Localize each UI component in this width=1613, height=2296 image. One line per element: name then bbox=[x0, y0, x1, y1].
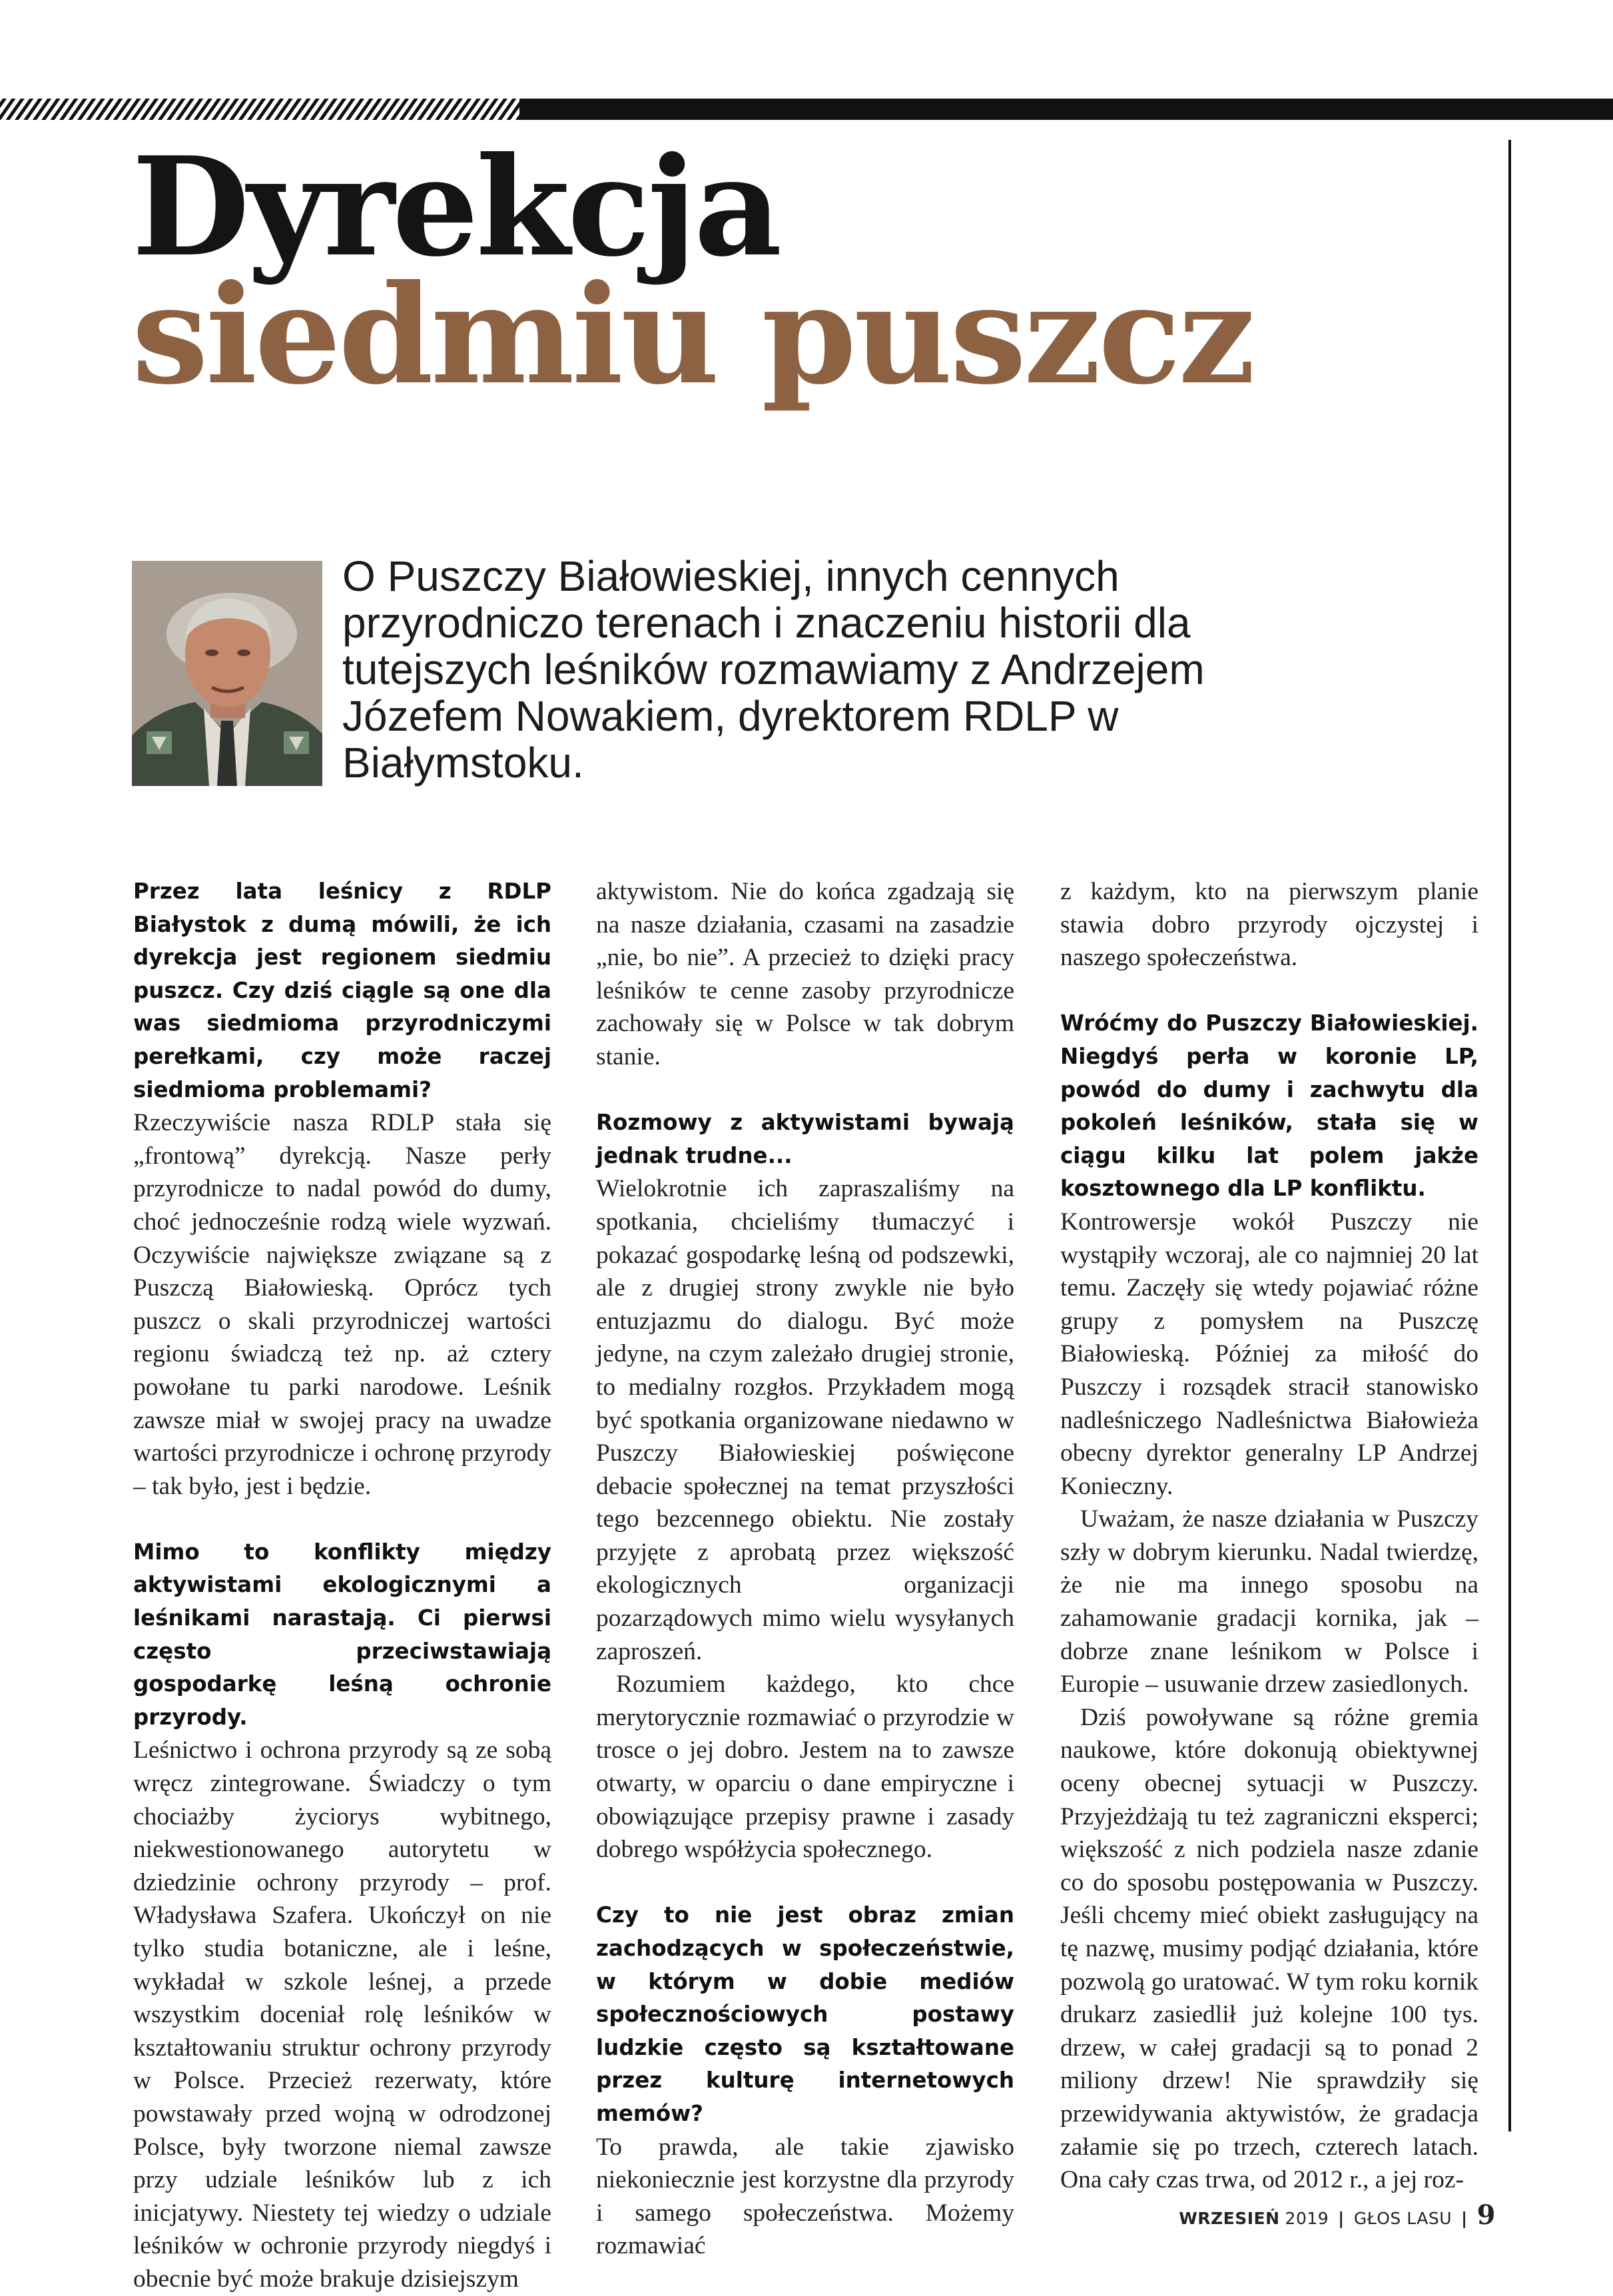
answer-5-paragraph-2: Uważam, że nasze działania w Puszczy szły w dobrym kierunku. Nadal twierdzę, że nie ma innego sposobu na zahamowanie gradacji kornika, jak – dobrze znane leśnikom w Polsce i Europie – usuwanie drzew zasiedlonych. bbox=[1060, 1505, 1478, 1699]
answer-2: Leśnictwo i ochrona przyrody są ze sobą wręcz zintegrowane. Świadczy o tym chociażby życiorys wybitnego, niekwestionowanego autorytetu w dziedzinie ochrony przyrody – prof. Władysława Szafera. Ukończył on nie tylko studia botaniczne, ale i leśne, wykładał w szkole leśnej, a przede wszystkim doceniał rolę leśników w kształtowaniu struktur ochrony przyrody w Polsce. Przecież rezerwaty, które powstawały przed wojną w odrodzonej Polsce, były tworzone niemal zawsze przy udziale leśników lub z ich inicjatywy. Niestety tej wiedzy o udziale leśników w ochronie przyrody niegdyś i obecnie być może brakuje dzisiejszym bbox=[133, 1736, 551, 2293]
article-column-1 bbox=[133, 875, 551, 2293]
answer-4-continued: z każdym, kto na pierwszym planie stawia dobro przyrody ojczystej i naszego społeczeństwa. bbox=[1060, 878, 1478, 972]
answer-3: Wielokrotnie ich zapraszaliśmy na spotkania, chcieliśmy tłumaczyć i pokazać gospodarkę leśną od podszewki, ale z drugiej strony zwykle nie było entuzjazmu do dialogu. Być może jedyne, na czym zależało drugiej stronie, to medialny rozgłos. Przykładem mogą być spotkania organizowane niedawno w Puszczy Białowieskiej poświęcone debacie społecznej na temat przyszłości tego bezcennego obiektu. Nie zostały przyjęte z aprobatą przez większość ekologicznych organizacji pozarządowych mimo wielu wysyłanych zaproszeń. bbox=[596, 1175, 1014, 1665]
headline bbox=[132, 127, 1497, 415]
portrait-photo bbox=[132, 561, 322, 786]
question-1: Przez lata leśnicy z RDLP Białystok z dumą mówili, że ich dyrekcja jest regionem siedmiu puszcz. Czy dziś ciągle są one dla was siedmioma przyrodniczymi perełkami, czy może raczej siedmioma problemami? bbox=[133, 879, 551, 1102]
footer-year: 2019 bbox=[1285, 2209, 1329, 2228]
question-2: Mimo to konflikty między aktywistami ekologicznymi a leśnikami narastają. Ci pierwsi często przeciwstawiają gospodarkę leśną ochronie przyrody. bbox=[133, 1539, 551, 1730]
answer-5: Kontrowersje wokół Puszczy nie wystąpiły wczoraj, ale co najmniej 20 lat temu. Zaczęły się wtedy pojawiać różne grupy z pomysłem na Puszczę Białowieską. Później za miłość do Puszczy i rozsądek stracił stanowisko nadleśniczego Nadleśnictwa Białowieża obecny dyrektor generalny LP Andrzej Konieczny. bbox=[1060, 1208, 1478, 1500]
footer-month: WRZESIEŃ bbox=[1179, 2209, 1280, 2228]
footer-magazine: GŁOS LASU bbox=[1353, 2209, 1452, 2228]
top-rule bbox=[0, 99, 1613, 120]
page-footer bbox=[1179, 2199, 1496, 2231]
article-column-3 bbox=[1060, 875, 1478, 2194]
answer-1: Rzeczywiście nasza RDLP stała się „frontową” dyrekcją. Nasze perły przyrodnicze to nadal powód do dumy, choć jednocześnie rodzą wiele wyzwań. Oczywiście największe związane są z Puszczą Białowieską. Oprócz tych puszcz o skali przyrodniczej wartości regionu świadczą też np. aż cztery powołane tu parki narodowe. Leśnik zawsze miał w swojej pracy na uwadze wartości przyrodnicze i ochronę przyrody – tak było, jest i będzie. bbox=[133, 1109, 551, 1500]
answer-5-paragraph-3: Dziś powoływane są różne gremia naukowe, które dokonują obiektywnej oceny obecnej sytuacji w Puszczy. Przyjeżdżają tu też zagraniczni eksperci; większość z nich podziela nasze zdanie co do sposobu postępowania w Puszczy. Jeśli chcemy mieć obiekt zasługujący na tę nazwę, musimy podjąć działania, które pozwolą go uratować. W tym roku kornik drukarz zasiedlił już kolejne 100 tys. drzew, w całej gradacji są to ponad 2 miliony drzew! Nie sprawdziły się przewidywania aktywistów, że gradacja załamie się po trzech, czterech latach. Ona cały czas trwa, od 2012 r., a jej roz- bbox=[1060, 1703, 1478, 2194]
top-rule-solid bbox=[519, 99, 1613, 120]
question-3: Rozmowy z aktywistami bywają jednak trudne... bbox=[596, 1110, 1014, 1168]
lead-paragraph: O Puszczy Białowieskiej, innych cennych przyrodniczo terenach i znaczeniu historii dla tutejszych leśników rozmawiamy z Andrzejem Józefem Nowakiem, dyrektorem RDLP w Białymstoku. bbox=[342, 552, 1205, 787]
answer-2-continued: aktywistom. Nie do końca zgadzają się na nasze działania, czasami na zasadzie „nie, bo nie”. A przecież to dzięki pracy leśników te cenne zasoby przyrodnicze zachowały się w Polsce w tak dobrym stanie. bbox=[596, 878, 1014, 1070]
page-number: 9 bbox=[1476, 2199, 1496, 2231]
top-rule-hatch bbox=[0, 99, 519, 120]
answer-3-paragraph-2: Rozumiem każdego, kto chce merytorycznie rozmawiać o przyrodzie w trosce o jej dobro. Jestem na to zawsze otwarty, w oparciu o dane empiryczne i obowiązujące przepisy prawne i zasady dobrego współżycia społecznego. bbox=[596, 1671, 1014, 1864]
side-rule bbox=[1508, 140, 1511, 2131]
headline-line-2: siedmiu puszcz bbox=[132, 255, 1253, 415]
question-5: Wróćmy do Puszczy Białowieskiej. Niegdyś perła w koronie LP, powód do dumy i zachwytu dla pokoleń leśników, stała się w ciągu kilku lat polem jakże kosztownego dla LP konfliktu. bbox=[1060, 1010, 1478, 1202]
answer-4: To prawda, ale takie zjawisko niekoniecznie jest korzystne dla przyrody i samego społeczeństwa. Możemy rozmawiać bbox=[596, 2133, 1014, 2260]
article-column-2 bbox=[596, 875, 1014, 2260]
footer-separator-1: | bbox=[1338, 2209, 1345, 2228]
headline-line-1: Dyrekcja bbox=[132, 127, 780, 287]
question-4: Czy to nie jest obraz zmian zachodzących w społeczeństwie, w którym w dobie mediów społecznościowych postawy ludzkie często są kształtowane przez kulturę internetowych memów? bbox=[596, 1902, 1014, 2126]
portrait-illustration bbox=[132, 561, 322, 786]
footer-separator-2: | bbox=[1461, 2209, 1468, 2228]
